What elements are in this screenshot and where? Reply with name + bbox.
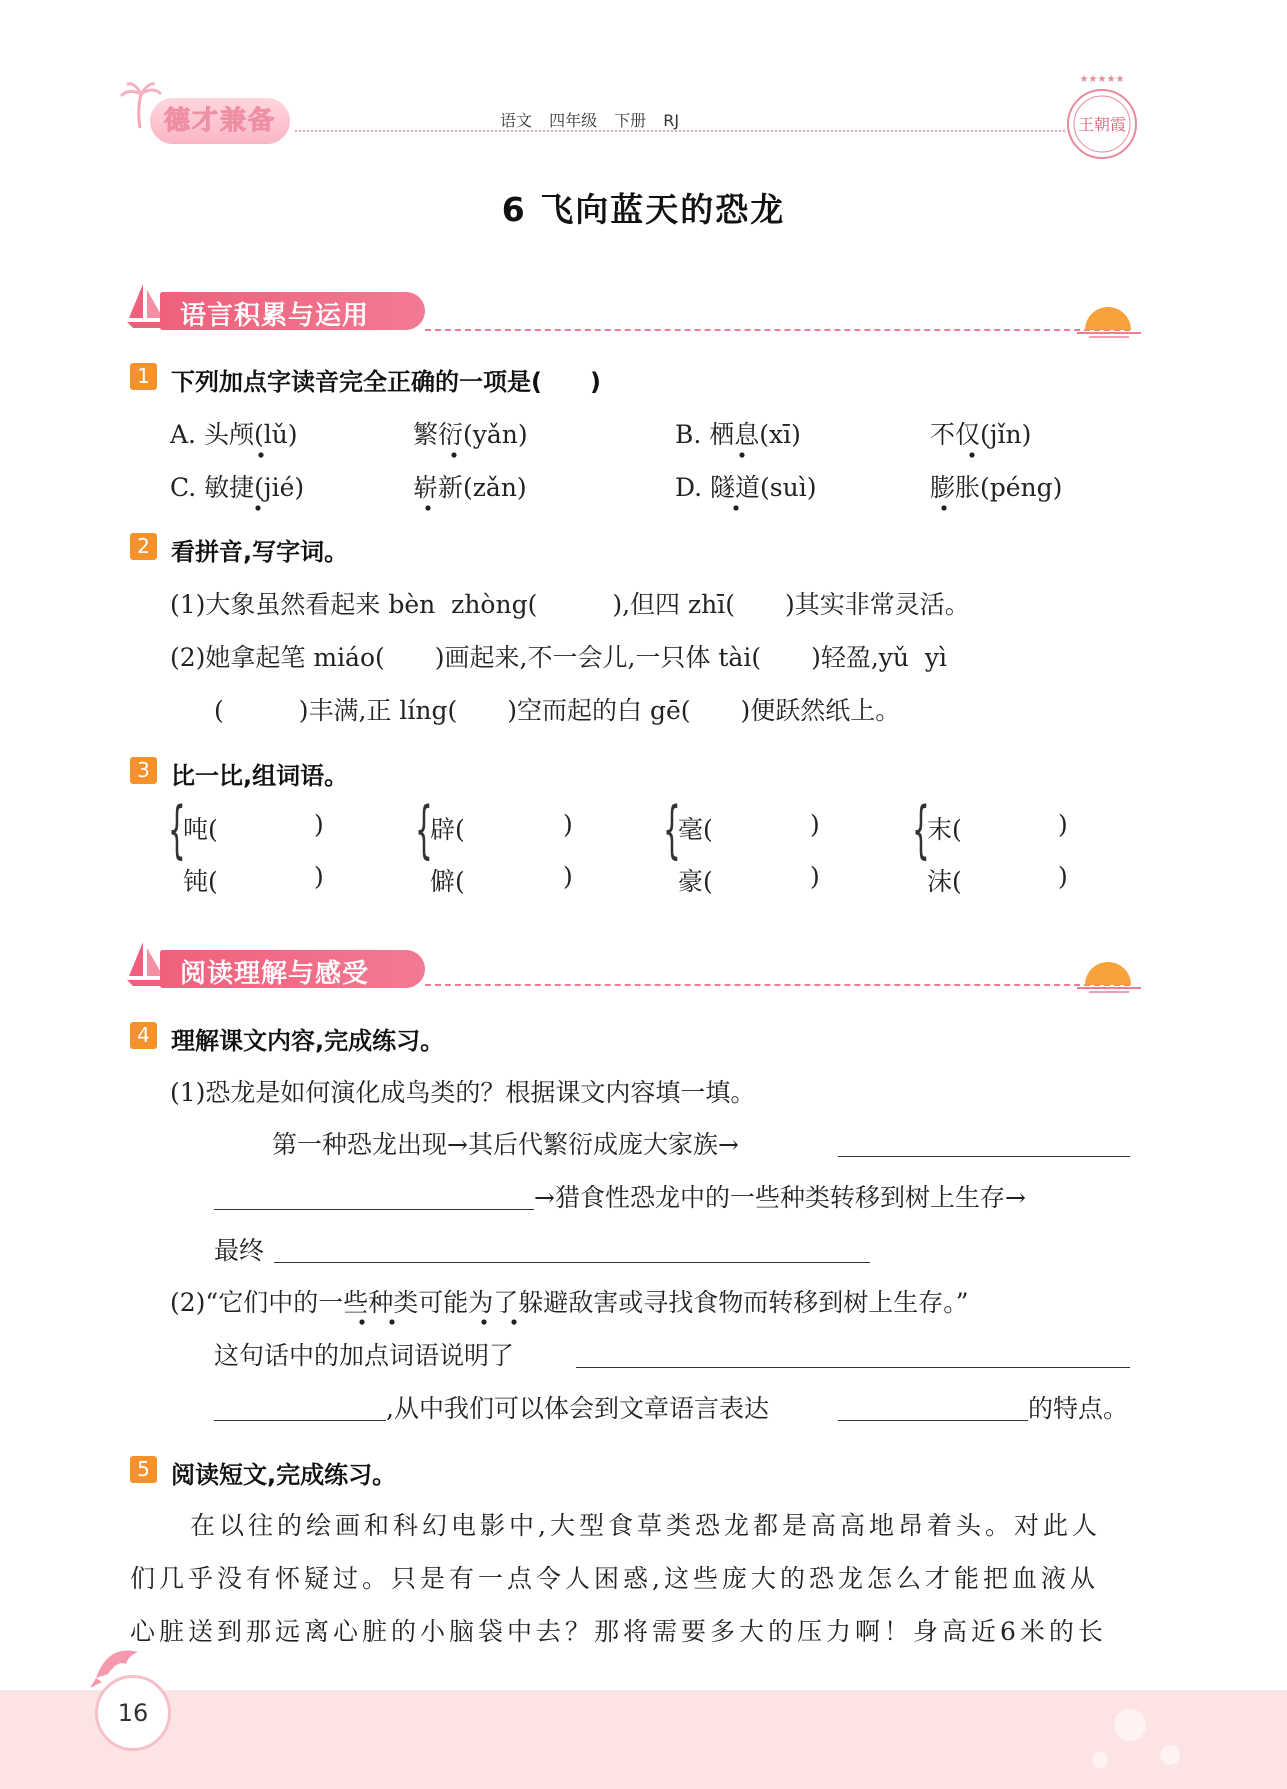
- q3-pair3-bottom: 豪(: [678, 867, 713, 896]
- svg-text:★★★★★: ★★★★★: [1079, 74, 1125, 85]
- q3-pair1-bottom: 钝(: [183, 867, 218, 896]
- q1-option-d: D. 隧道(suì): [675, 473, 817, 502]
- passage-line-1: 在以往的绘画和科幻电影中,大型食草类恐龙都是高高地昂着头。对此人: [190, 1511, 1101, 1540]
- answer-blank[interactable]: [838, 1420, 1028, 1421]
- q1-option-b: B. 栖息(xī): [675, 420, 801, 449]
- answer-blank[interactable]: [576, 1367, 1130, 1368]
- q3-pair3-top: 毫(: [678, 815, 713, 844]
- q3-pair3-top-close: ): [810, 810, 820, 839]
- question-title-4: 理解课文内容,完成练习。: [171, 1027, 445, 1055]
- q2-line-1: (1)大象虽然看起来 bèn zhòng( ),但四 zhī( )其实非常灵活。: [170, 590, 970, 619]
- bubble-decoration-icon: [1080, 1705, 1200, 1775]
- q1-option-d2: 膨胀(péng): [930, 473, 1063, 502]
- q2-line-2: (2)她拿起笔 miáo( )画起来,不一会儿,一只体 tài( )轻盈,yǔ yì: [170, 643, 948, 672]
- q4-part2-line2b: 的特点。: [1028, 1394, 1129, 1423]
- q2-line-3: ( )丰满,正 líng( )空而起的白 gē( )便跃然纸上。: [214, 696, 901, 725]
- q3-pair1-top-close: ): [314, 810, 324, 839]
- q3-pair1-top: 吨(: [183, 815, 218, 844]
- q3-pair2-top: 辟(: [430, 815, 465, 844]
- q1-emphasis-dots: [0, 0, 1287, 520]
- q4-part1-line1: 第一种恐龙出现→其后代繁衍成庞大家族→: [272, 1130, 739, 1159]
- q4-part2-line2a: ,从中我们可以体会到文章语言表达: [386, 1394, 769, 1423]
- section-divider-2: [425, 984, 1130, 986]
- subject-line: 语文 四年级 下册 RJ: [500, 111, 680, 130]
- q1-option-b2: 不仅(jǐn): [930, 420, 1032, 449]
- q1-option-c2: 崭新(zǎn): [413, 473, 527, 502]
- answer-blank[interactable]: [838, 1156, 1130, 1157]
- question-number-1: 1: [130, 363, 157, 390]
- question-title-5: 阅读短文,完成练习。: [171, 1461, 397, 1489]
- page-title: 6 飞向蓝天的恐龙: [501, 190, 786, 229]
- q3-pair4-bottom: 沫(: [927, 867, 962, 896]
- brace-4: {: [912, 793, 930, 866]
- question-title-3: 比一比,组词语。: [171, 762, 349, 790]
- brand-title: 德才兼备: [163, 106, 276, 136]
- answer-blank[interactable]: [274, 1262, 870, 1263]
- brace-3: {: [663, 793, 681, 866]
- brace-2: {: [415, 793, 433, 866]
- q4-part1-line2: →猎食性恐龙中的一些种类转移到树上生存→: [534, 1183, 1026, 1212]
- question-number-4: 4: [130, 1022, 157, 1049]
- question-number-2: 2: [130, 533, 157, 560]
- q3-pair2-top-close: ): [563, 810, 573, 839]
- passage-line-2: 们几乎没有怀疑过。只是有一点令人困惑,这些庞大的恐龙怎么才能把血液从: [130, 1564, 1099, 1593]
- section-title-1: 语言积累与运用: [180, 301, 370, 331]
- question-number-5: 5: [130, 1456, 157, 1483]
- section-title-2: 阅读理解与感受: [180, 959, 370, 989]
- q3-pair3-bottom-close: ): [810, 862, 820, 891]
- q1-option-a: A. 头颅(lǔ): [170, 420, 298, 449]
- sunset-icon: [1075, 955, 1145, 995]
- q3-pair4-bottom-close: ): [1058, 862, 1068, 891]
- q1-option-c: C. 敏捷(jié): [170, 473, 305, 502]
- question-title-1: 下列加点字读音完全正确的一项是( ): [171, 368, 601, 396]
- q3-pair4-top: 末(: [927, 815, 962, 844]
- q1-option-a2: 繁衍(yǎn): [413, 420, 528, 449]
- q4-part2: (2)“它们中的一些种类可能为了躲避敌害或寻找食物而转移到树上生存。”: [170, 1288, 969, 1317]
- q3-pair2-bottom: 僻(: [430, 867, 465, 896]
- answer-blank[interactable]: [214, 1420, 386, 1421]
- q3-pair2-bottom-close: ): [563, 862, 573, 891]
- page-number: 16: [95, 1675, 171, 1751]
- q4-part2-line1: 这句话中的加点词语说明了: [214, 1341, 515, 1370]
- passage-line-3: 心脏送到那远离心脏的小脑袋中去？那将需要多大的压力啊！身高近6米的长: [130, 1617, 1107, 1646]
- q3-pair4-top-close: ): [1058, 810, 1068, 839]
- question-title-2: 看拼音,写字词。: [171, 538, 349, 566]
- answer-blank[interactable]: [214, 1209, 534, 1210]
- q3-pair1-bottom-close: ): [314, 862, 324, 891]
- q4-part1: (1)恐龙是如何演化成鸟类的？根据课文内容填一填。: [170, 1078, 756, 1107]
- q4-emphasis-dots: [0, 1310, 1287, 1330]
- q4-part1-line3: 最终: [214, 1236, 265, 1265]
- question-number-3: 3: [130, 757, 157, 784]
- svg-text:王朝霞: 王朝霞: [1077, 115, 1127, 134]
- brace-1: {: [168, 793, 186, 866]
